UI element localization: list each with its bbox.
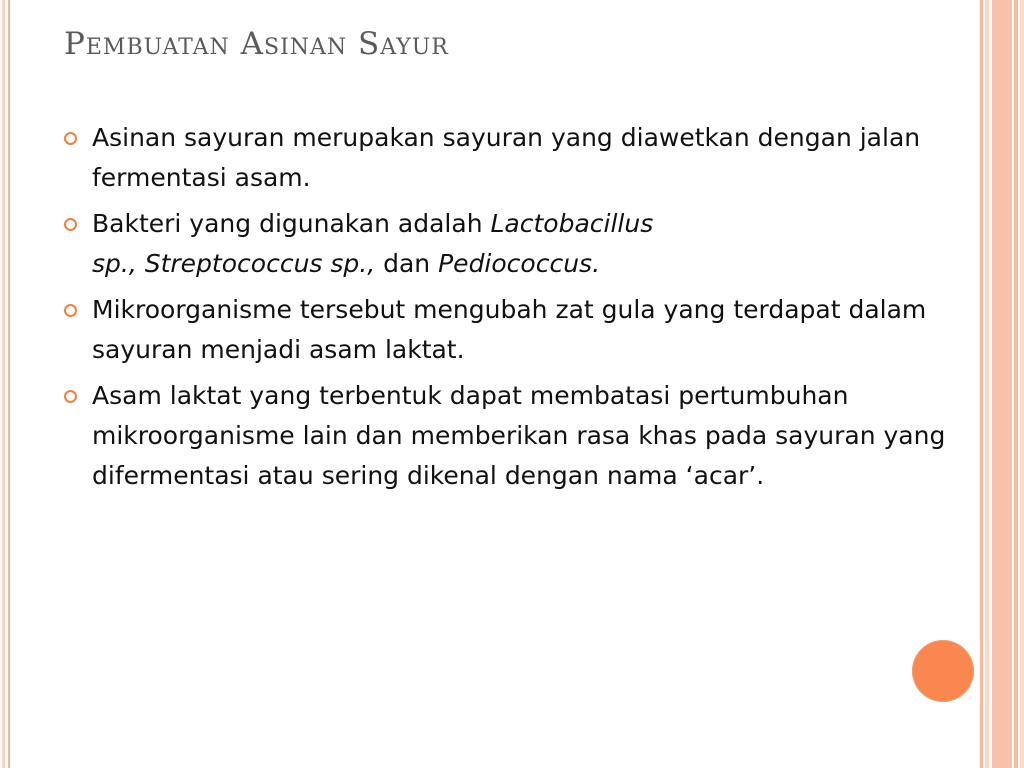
bullet-item bbox=[62, 118, 962, 198]
circle-bullet-icon bbox=[64, 304, 77, 317]
stripe bbox=[985, 0, 989, 768]
stripe bbox=[980, 0, 983, 768]
stripe bbox=[992, 0, 1012, 768]
bullet-list bbox=[62, 118, 962, 502]
bullet-text: Mikroorganisme tersebut mengubah zat gula yang terdapat dalam sayuran menjadi asam laktat. bbox=[92, 295, 927, 364]
circle-bullet-icon bbox=[64, 218, 77, 231]
stripe bbox=[1020, 0, 1024, 768]
circle-bullet-icon bbox=[64, 132, 77, 145]
bullet-text: Asinan sayuran merupakan sayuran yang diawetkan dengan jalan fermentasi asam. bbox=[92, 123, 921, 192]
bullet-text: Bakteri yang digunakan adalah bbox=[92, 209, 491, 238]
decorative-circle bbox=[912, 640, 974, 702]
circle-bullet-icon bbox=[64, 390, 77, 403]
bullet-text-italic: sp., Streptococcus sp., bbox=[92, 249, 376, 278]
slide-title: Pembuatan Asinan Sayur bbox=[64, 26, 449, 62]
bullet-text: Asam laktat yang terbentuk dapat membatasi pertumbuhan mikroorganisme lain dan memberikan rasa khas pada sayuran yang difermentasi atau sering dikenal dengan nama ‘acar’. bbox=[92, 381, 946, 490]
stripe bbox=[1014, 0, 1018, 768]
bullet-text: dan bbox=[375, 249, 439, 278]
bullet-text-italic: Lactobacillus bbox=[490, 209, 654, 238]
bullet-item bbox=[62, 290, 962, 370]
bullet-text-italic: Pediococcus. bbox=[438, 249, 601, 278]
bullet-item bbox=[62, 376, 962, 496]
left-border bbox=[0, 0, 10, 768]
right-stripes bbox=[980, 0, 1024, 768]
bullet-item bbox=[62, 204, 962, 284]
